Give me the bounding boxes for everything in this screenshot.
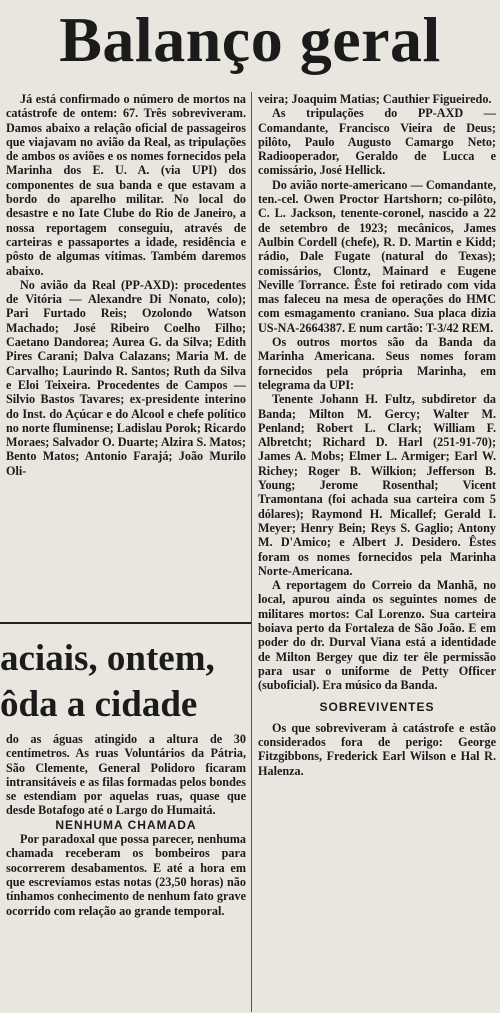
continued-names-paragraph: veira; Joaquim Matias; Cauthier Figueiredo. (258, 92, 492, 106)
sub-headline-line-1: aciais, ontem, (0, 638, 215, 679)
intro-paragraph: Já está confirmado o número de mortos na catástrofe de ontem: 67. Três sobreviveram. Damos abaixo a relação oficial de passageiros que viajavam no avião da Real, as tripulações de ambos os aviões e os nomes fornecidos pela Marinha dos E. U. A. (via UPI) dos componentes de sua banda e que estavam a bordo do aparelho militar. No local do desastre e no Iate Clube do Rio de Janeiro, a nossa reportagem conseguiu, através de carteiras e passaportes a idade, residência e pôsto de algumas vitimas. Também daremos abaixo. (6, 92, 246, 278)
section-divider (0, 622, 251, 624)
survivors-paragraph: Os que sobreviveram à catástrofe e estão considerados fora de perigo: George Fitzgibbons, Frederick Earl Wilson e Hal R. Halenza. (258, 720, 496, 778)
navy-band-intro-paragraph: Os outros mortos são da Banda da Marinha Americana. Seus nomes foram fornecidos pela própria Marinha, em telegrama da UPI: (258, 335, 496, 392)
column-divider (251, 92, 252, 1012)
reportage-paragraph: A reportagem do Correio da Manhã, no local, apurou ainda os seguintes nomes de militares mortos: Cal Lorenzo. Sua carteira boiava perto da Fortaleza de São João. E em poder do dr. Durval Viana está a identidade de Milton Bergey que diz ter êle permissão para usar o uniforme de Petty Officer (suboficial). Era músico da Banda. (258, 578, 496, 693)
section-title-sobreviventes: SOBREVIVENTES (319, 700, 435, 715)
navy-band-names-paragraph: Tenente Johann H. Fultz, subdiretor da Banda; Milton M. Gercy; Walter M. Penland; Robert L. Clark; William F. Albretcht; Richard D. Harl (251-91-70); James A. Mobs; Elmer L. Armiger; Earl W. Richey; Roger B. Wilkion; Jefferson B. Young; Jerome Rosenthal; Vicent Tramontana (foi achada sua carteira com 5 dólares); Raymond H. Micallef; Gerald I. Meyer; Henry Bein; Reys S. Gaglio; Antony M. D'Amico; e Albert J. Desidero. Êstes foram os nomes fornecidos pela Marinha Norte-Americana. (258, 392, 496, 578)
section-title-nenhuma-chamada: NENHUMA CHAMADA (55, 817, 197, 832)
crew-ppaxd-paragraph: As tripulações do PP-AXD — Comandante, Francisco Vieira de Deus; pilôto, Paulo Augusto Camargo Neto; Radiooperador, Geraldo de Lucca e comissário, José Hellick. (258, 106, 496, 178)
flood-paragraph: do as águas atingido a altura de 30 centímetros. As ruas Voluntários da Pátria, São Clemente, General Polidoro ficaram intransitáveis e as filas formadas pelos bondes se estendiam por aquelas ruas, quase que desde Botafogo até o Largo do Humaitá. (6, 732, 246, 818)
headline: Balanço geral (59, 4, 441, 75)
sub-headline-line-2: ôda a cidade (0, 684, 198, 725)
passenger-list-paragraph: No avião da Real (PP-AXD): procedentes de Vitória — Alexandre Di Nonato, colo); Pari Furtado Reis; Ozolondo Watson Machado; José Ribeiro Coelho Filho; Caetano Dandorea; Aurea G. da Silva; Edith Pires Carani; Dalva Calazans; Maria M. de Carvalho; Laurindo R. Santos; Ruth da Silva e Eloi Teixeira. Procedentes de Campos — Silvio Bastos Tavares; ex-presidente interino do Inst. do Açúcar e do Alcool e chefe político no norte fluminense; Ladislau Porok; Ricardo Moraes; Salvador O. Duarte; Alzira S. Matos; Bento Matos; Antonio Farajá; João Murilo Oli- (6, 277, 246, 478)
firemen-paragraph: Por paradoxal que possa parecer, nenhuma chamada receberam os bombeiros para socorrerem desabamentos. E até a hora em que escrevíamos estas notas (23,50 horas) não tínhamos conhecimento de nenhum fato grave ocorrido com relação ao grande temporal. (6, 832, 246, 918)
left-column (6, 92, 246, 610)
sub-headline (0, 636, 250, 728)
bottom-left-column (6, 732, 246, 1012)
crew-us-plane-paragraph: Do avião norte-americano — Comandante, ten.-cel. Owen Proctor Hartshorn; co-pilôto, C. L. Jackson, tenente-coronel, nascido a 22 de setembro de 1923; mecânicos, James Aulbin Cordell (chefe), R. D. Martin e Kidd; rádio, Dale Fugate (natural do Texas); comissários, Clontz, Mainard e Eugene Neville Torrance. Êste foi retirado com vida mas faleceu na mesa de operações do HMC com esmagamento craniano. Sua placa dizia US-NA-2664387. E num cartão: T-3/42 REM. (258, 177, 496, 335)
right-column (258, 92, 496, 1010)
